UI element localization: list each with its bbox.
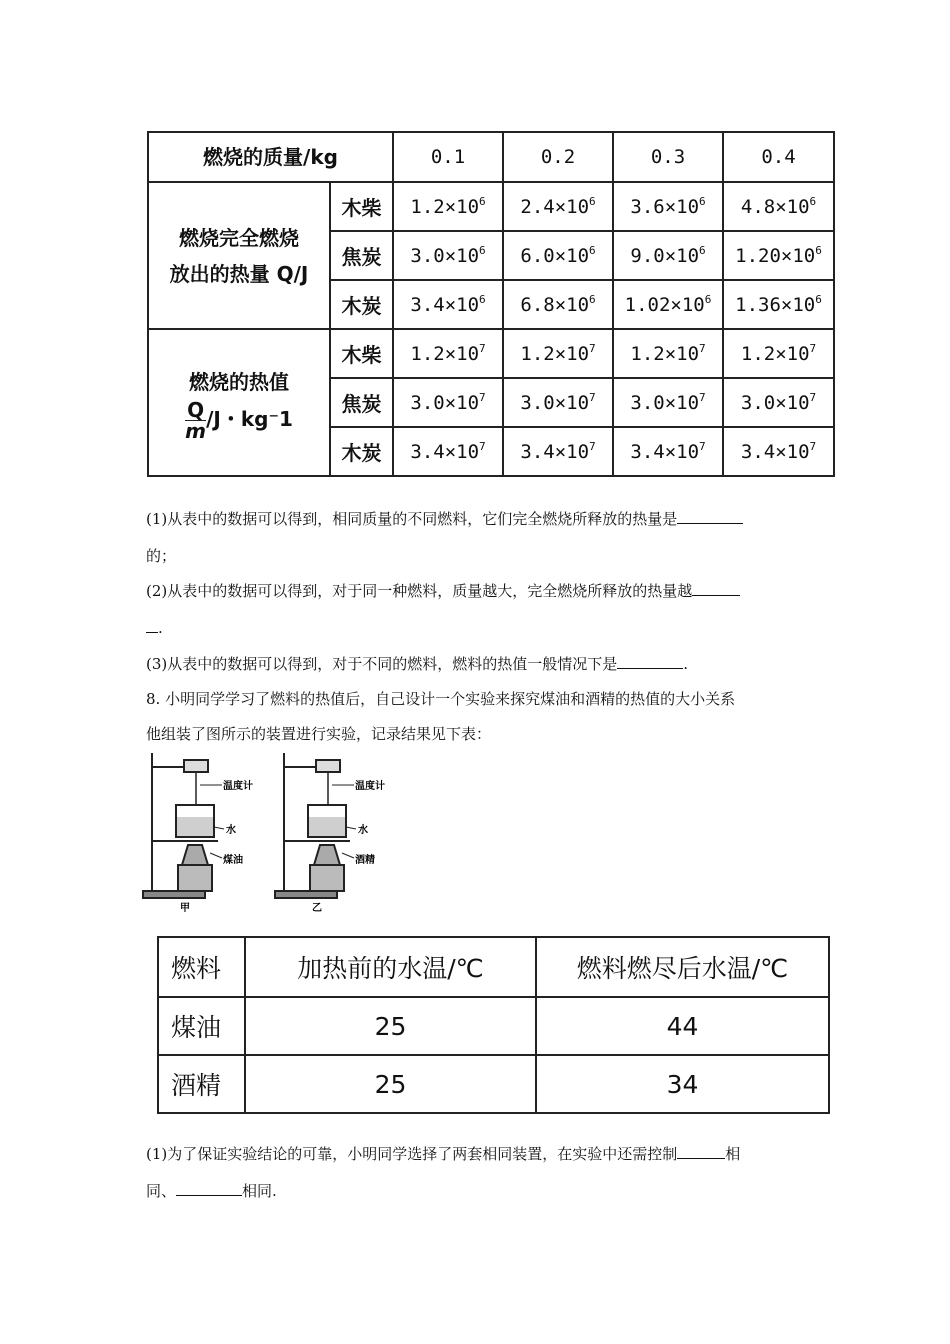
mass-header: 燃烧的质量/kg [148,132,393,182]
label-thermometer: 温度计 [223,781,253,792]
label-thermometer: 温度计 [355,781,385,792]
heat-cell: $3.6\times 10^6$ [613,182,723,231]
answer-blank[interactable] [617,654,683,669]
label-fuel: 煤油 [223,855,243,866]
value-cell: $3.0\times 10^7$ [613,378,723,427]
label-water: 水 [358,825,368,836]
value-cell: $3.0\times 10^7$ [393,378,503,427]
question-7-1: (1)从表中的数据可以得到，相同质量的不同燃料，它们完全燃烧所释放的热量是 [146,508,743,530]
heat-cell: $1.2\times 10^6$ [393,182,503,231]
heat-cell: $1.20\times 10^6$ [723,231,834,280]
header-before: 加热前的水温/℃ [245,937,536,997]
heat-cell: $1.36\times 10^6$ [723,280,834,329]
question-7-3: (3)从表中的数据可以得到，对于不同的燃料，燃料的热值一般情况下是 . [146,655,689,673]
row-before: 25 [245,1055,536,1113]
row-after: 44 [536,997,829,1055]
heat-cell: $2.4\times 10^6$ [503,182,613,231]
question-7-2-end: . [146,617,163,639]
fuel-label: 木柴 [330,329,393,378]
heat-cell: $3.0\times 10^6$ [393,231,503,280]
heat-cell: $9.0\times 10^6$ [613,231,723,280]
mass-value: 0.2 [503,132,613,182]
value-cell: $1.2\times 10^7$ [613,329,723,378]
row-before: 25 [245,997,536,1055]
answer-blank[interactable] [146,618,158,633]
question-7-1-end: 的； [146,547,177,565]
mass-value: 0.4 [723,132,834,182]
mass-value: 0.3 [613,132,723,182]
water-temperature-table [157,936,830,1114]
value-cell: $1.2\times 10^7$ [723,329,834,378]
question-8-1: (1)为了保证实验结论的可靠，小明同学选择了两套相同装置，在实验中还需控制 相 [146,1145,741,1163]
mass-value: 0.1 [393,132,503,182]
problem-8-intro-2: 他组装了图所示的装置进行实验，记录结果见下表： [146,725,492,743]
problem-8-intro-1: 8. 小明同学学习了燃料的热值后，自己设计一个实验来探究煤油和酒精的热值的大小关系 [146,690,736,708]
apparatus-left [143,753,218,898]
fuel-label: 焦炭 [330,378,393,427]
question-7-2: (2)从表中的数据可以得到，对于同一种燃料，质量越大，完全燃烧所释放的热量越 [146,580,740,602]
answer-blank[interactable] [692,581,740,596]
value-cell: $1.2\times 10^7$ [393,329,503,378]
value-cell: $3.4\times 10^7$ [613,427,723,476]
value-cell: $3.4\times 10^7$ [503,427,613,476]
heat-value-table [147,131,835,477]
fuel-label: 木炭 [330,427,393,476]
answer-blank[interactable] [176,1181,242,1196]
heat-cell: $4.8\times 10^6$ [723,182,834,231]
label-fuel: 酒精 [355,855,375,866]
header-after: 燃料燃尽后水温/℃ [536,937,829,997]
value-group-label: 燃烧的热值 $\frac{Q}{m}$ /J・kg⁻1 [148,329,330,476]
heat-cell: $1.02\times 10^6$ [613,280,723,329]
caption-right: 乙 [312,903,322,914]
caption-left: 甲 [180,903,190,914]
question-8-1-end: 同、 相同. [146,1182,277,1200]
fuel-label: 木炭 [330,280,393,329]
answer-blank[interactable] [677,1144,725,1159]
fuel-label: 木柴 [330,182,393,231]
value-cell: $3.4\times 10^7$ [723,427,834,476]
answer-blank[interactable] [677,509,743,524]
header-fuel: 燃料 [158,937,245,997]
value-cell: $3.0\times 10^7$ [723,378,834,427]
heat-cell: $6.0\times 10^6$ [503,231,613,280]
row-fuel: 酒精 [158,1055,245,1113]
apparatus-right [275,753,350,898]
row-fuel: 煤油 [158,997,245,1055]
value-cell: $3.4\times 10^7$ [393,427,503,476]
value-cell: $3.0\times 10^7$ [503,378,613,427]
q-over-m-fraction: $\frac{Q}{m}$ [185,398,206,443]
heat-cell: $3.4\times 10^6$ [393,280,503,329]
heat-cell: $6.8\times 10^6$ [503,280,613,329]
row-after: 34 [536,1055,829,1113]
label-water: 水 [226,825,236,836]
apparatus-figure [140,745,390,915]
value-cell: $1.2\times 10^7$ [503,329,613,378]
heat-group-label: 燃烧完全燃烧 放出的热量 Q/J [148,182,330,329]
fuel-label: 焦炭 [330,231,393,280]
